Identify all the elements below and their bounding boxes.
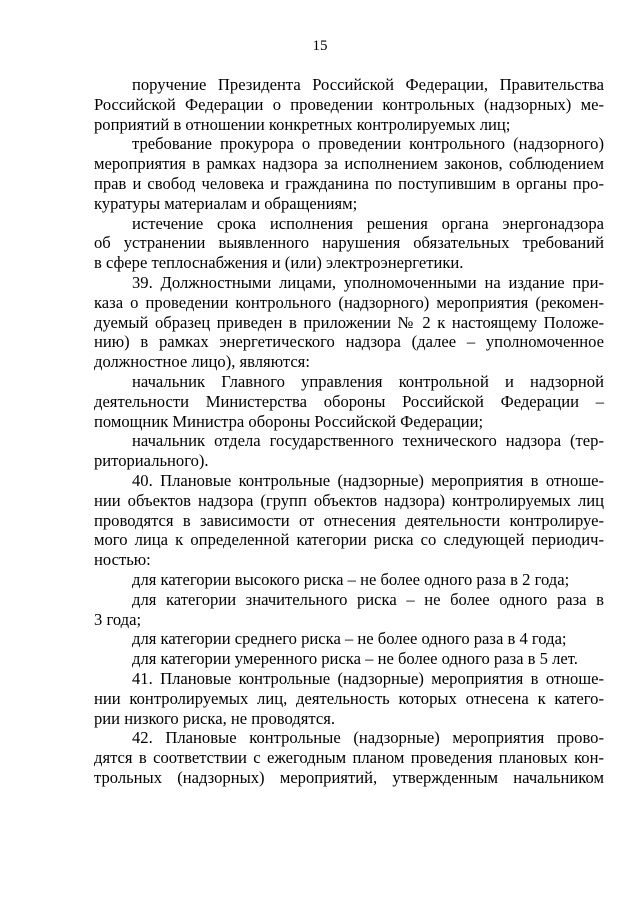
text-line: дуемый образец приведен в приложении № 2 к настоящему Положе- — [94, 312, 604, 332]
text-line: куратуры материалам и обращениям; — [94, 193, 358, 213]
text-line: 39. Должностными лицами, уполномоченными на издание при- — [132, 272, 604, 292]
text-line: 42. Плановые контрольные (надзорные) мероприятия прово- — [132, 728, 604, 748]
text-line: проводятся в зависимости от отнесения деятельности контролируе- — [94, 510, 604, 530]
text-line: нии объектов надзора (групп объектов надзора) контролируемых лиц — [94, 490, 604, 510]
text-line: рии низкого риска, не проводятся. — [94, 708, 335, 728]
text-line: 41. Плановые контрольные (надзорные) мероприятия в отноше- — [132, 668, 604, 688]
text-line: для категории среднего риска – не более одного раза в 4 года; — [132, 629, 567, 649]
text-line: требование прокурора о проведении контрольного (надзорного) — [132, 134, 604, 154]
text-line: поручение Президента Российской Федерации, Правительства — [132, 75, 604, 94]
text-line: в сфере теплоснабжения и (или) электроэнергетики. — [94, 253, 464, 273]
text-line: 40. Плановые контрольные (надзорные) мероприятия в отноше- — [132, 470, 604, 490]
text-line: трольных (надзорных) мероприятий, утвержденным начальником — [94, 767, 604, 787]
text-line: нию) в рамках энергетического надзора (далее – уполномоченное — [94, 332, 604, 352]
text-line: для категории высокого риска – не более одного раза в 2 года; — [132, 569, 570, 589]
text-line: Российской Федерации о проведении контрольных (надзорных) ме- — [94, 94, 604, 114]
text-line: мого лица к определенной категории риска со следующей периодич- — [94, 530, 604, 550]
text-line: должностное лицо), являются: — [94, 352, 310, 372]
text-line: для категории умеренного риска – не более одного раза в 5 лет. — [132, 649, 578, 669]
text-line: начальник Главного управления контрольной и надзорной — [132, 371, 604, 391]
document-body — [94, 75, 604, 788]
text-line: истечение срока исполнения решения органа энергонадзора — [132, 213, 604, 233]
text-line: роприятий в отношении конкретных контролируемых лиц; — [94, 114, 511, 134]
text-line: ностью: — [94, 550, 151, 570]
text-line: об устранении выявленного нарушения обязательных требований — [94, 233, 604, 253]
text-line: 3 года; — [94, 609, 142, 629]
text-line: мероприятия в рамках надзора за исполнением законов, соблюдением — [94, 154, 604, 174]
page-number: 15 — [312, 38, 328, 54]
text-line: риториального). — [94, 451, 209, 471]
text-line: нии контролируемых лиц, деятельность которых отнесена к катего- — [94, 688, 604, 708]
text-line: для категории значительного риска – не более одного раза в — [132, 589, 604, 609]
text-line: каза о проведении контрольного (надзорного) мероприятия (рекомен- — [94, 292, 604, 312]
text-line: помощник Министра обороны Российской Федерации; — [94, 411, 484, 431]
text-line: дятся в соответствии с ежегодным планом проведения плановых кон- — [94, 748, 604, 768]
text-line: деятельности Министерства обороны Российской Федерации – — [94, 391, 604, 411]
text-line: начальник отдела государственного технического надзора (тер- — [132, 431, 604, 451]
text-line: прав и свобод человека и гражданина по поступившим в органы про- — [94, 173, 604, 193]
